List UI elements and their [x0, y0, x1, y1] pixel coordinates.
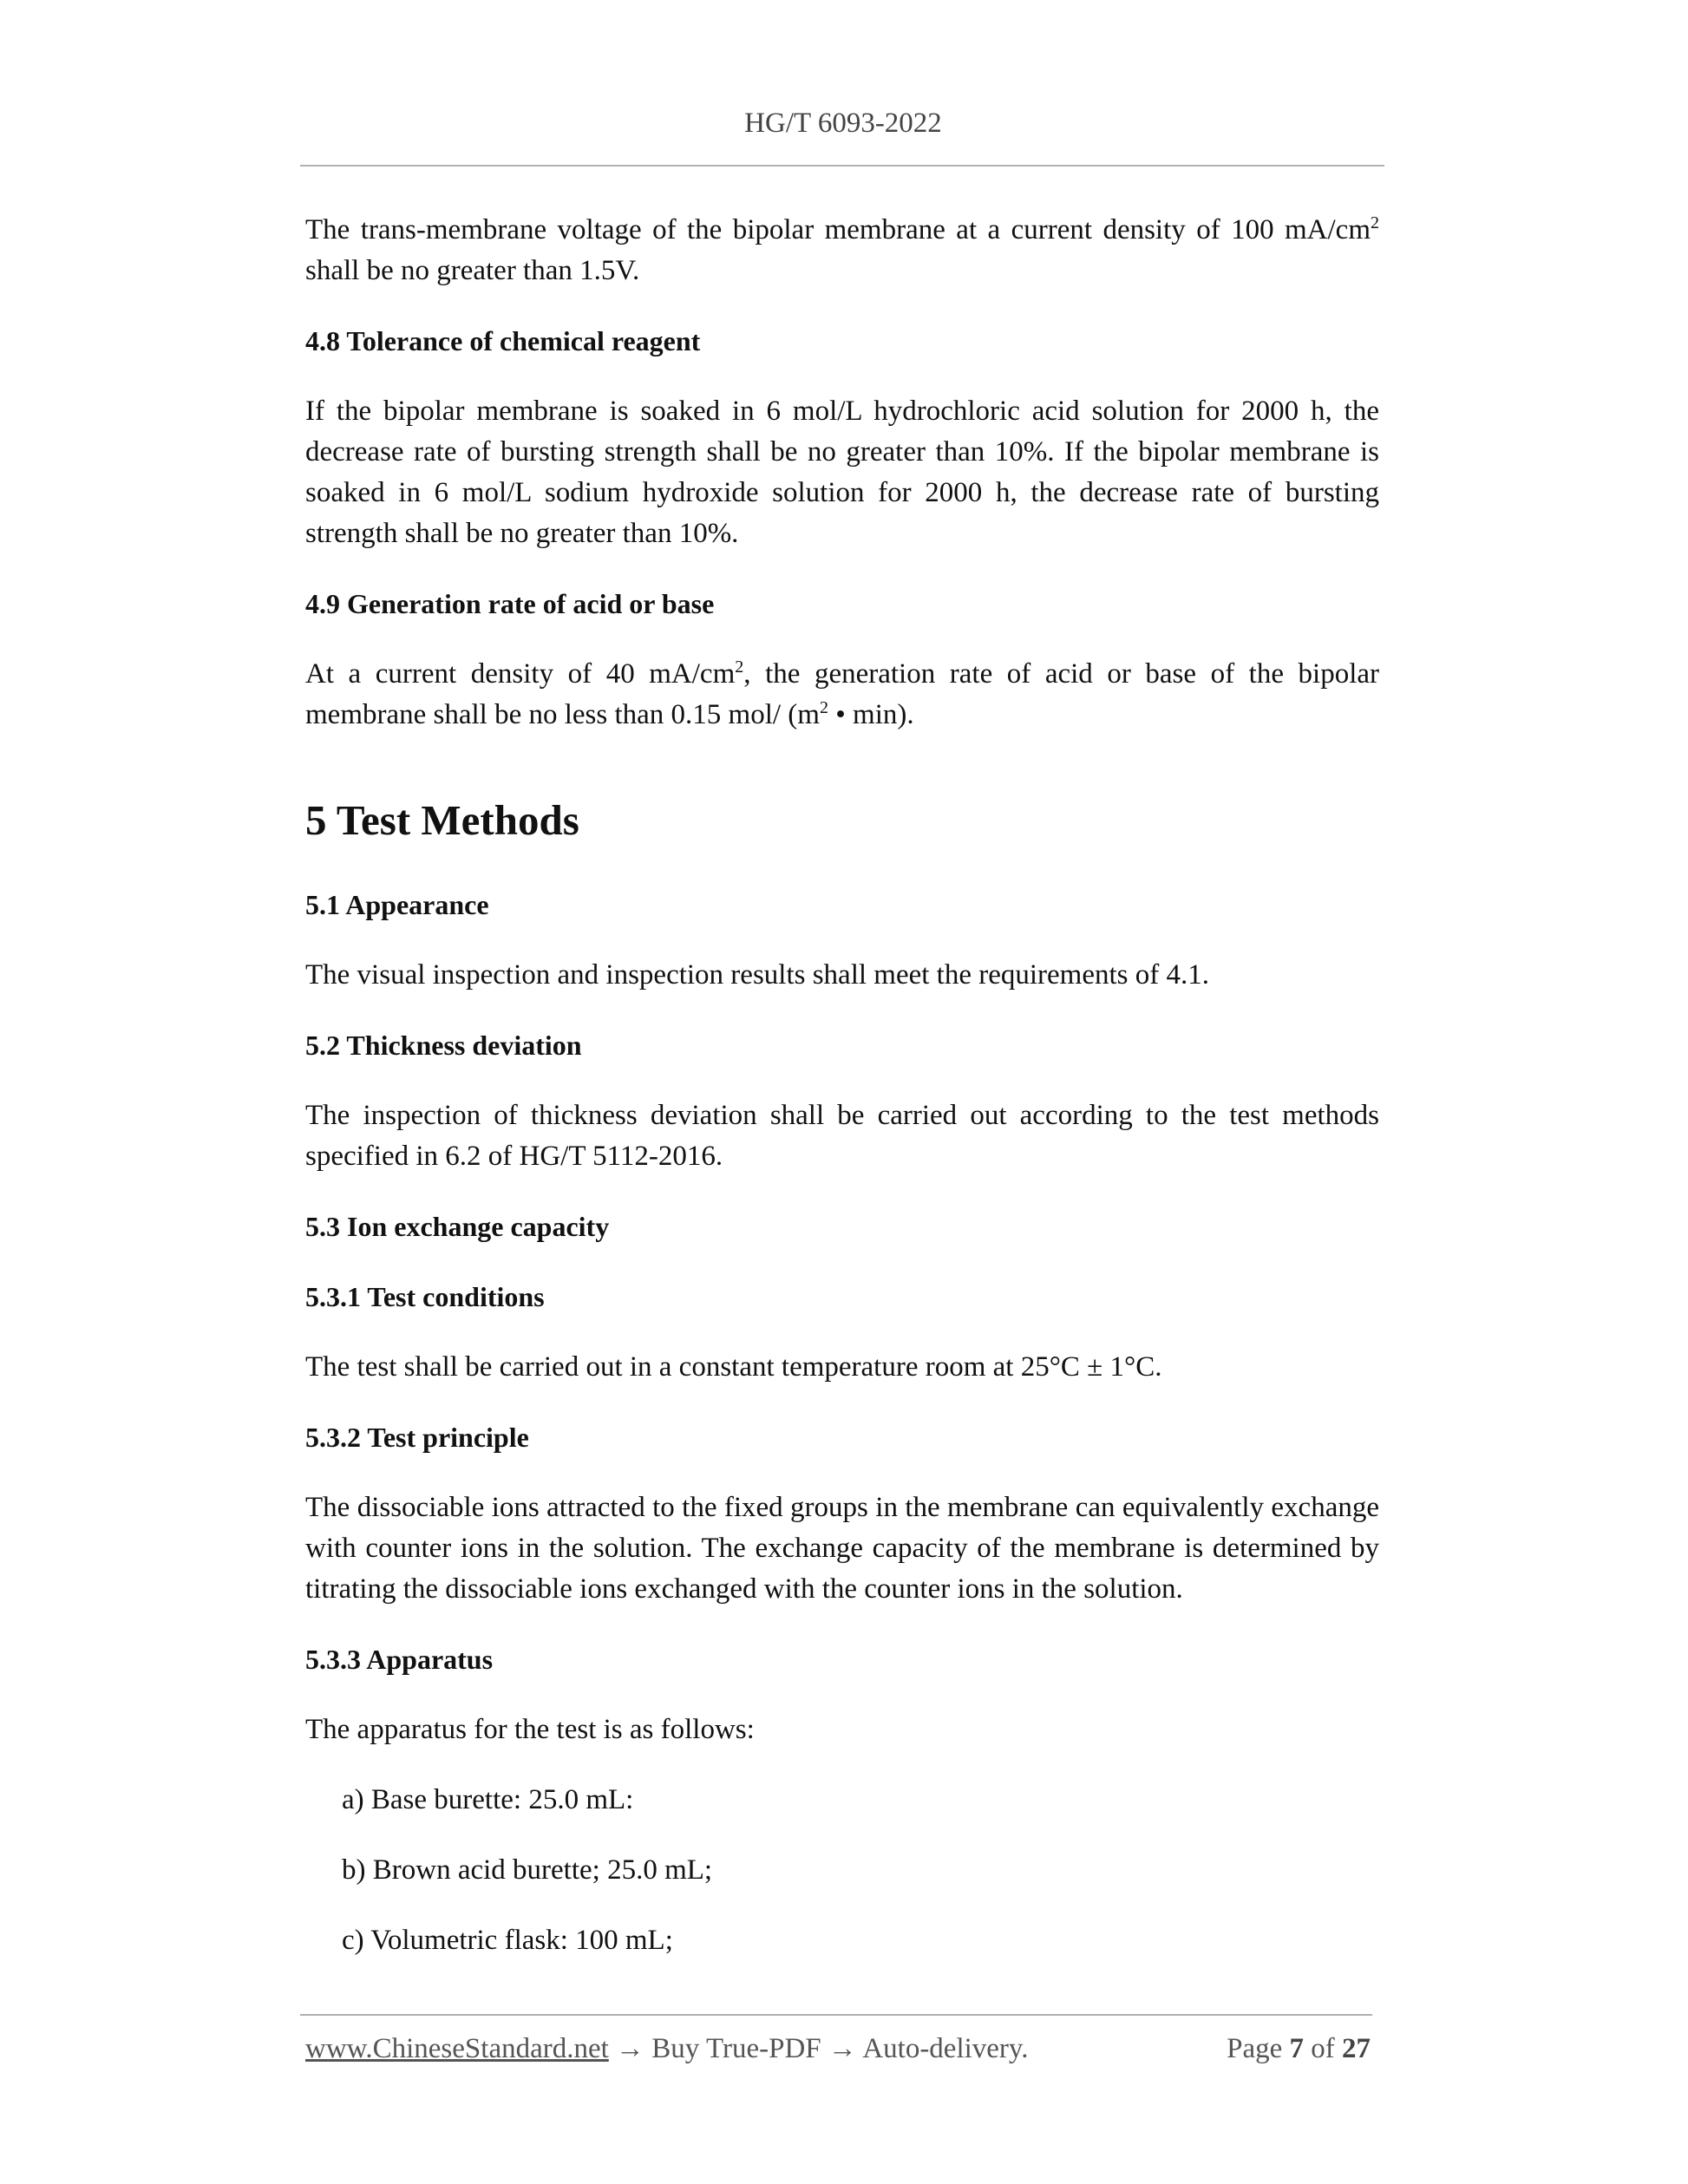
section-heading-5-3-1: 5.3.1 Test conditions [305, 1281, 545, 1312]
section-heading-5-3-3: 5.3.3 Apparatus [305, 1644, 494, 1675]
running-header: HG/T 6093-2022 [744, 108, 942, 139]
paragraph-5-1: The visual inspection and inspection results shall meet the requirements of 4.1. [305, 959, 1209, 991]
superscript: 2 [735, 657, 744, 677]
section-heading-5-3: 5.3 Ion exchange capacity [305, 1211, 610, 1242]
total-pages: 27 [1342, 2033, 1371, 2064]
paragraph-5-3-2: The dissociable ions attracted to the fixed groups in the membrane can equivalently exchange with counter ions in the solution. The exchange capacity of the membrane is determined by titrating the dissociable ions exchanged with the counter ions in the solution. [305, 1492, 1379, 1605]
paragraph-voltage: The trans-membrane voltage of the bipolar membrane at a current density of 100 $mA/cm^2$ shall be no greater than 1.5V. [305, 213, 1379, 286]
auto-delivery-text: Auto-delivery. [862, 2033, 1029, 2064]
superscript: 2 [1371, 213, 1379, 232]
arrow-icon: → [608, 2033, 652, 2064]
list-item: b) Brown acid burette; 25.0 mL; [342, 1854, 713, 1886]
section-heading-5-3-2: 5.3.2 Test principle [305, 1422, 529, 1453]
footer-promo [305, 2033, 1029, 2065]
section-heading-4-8: 4.8 Tolerance of chemical reagent [305, 325, 701, 356]
list-item: a) Base burette: 25.0 mL: [342, 1784, 634, 1815]
buy-pdf-text: Buy True-PDF [651, 2033, 821, 2064]
paragraph-4-8: If the bipolar membrane is soaked in 6 mol/L hydrochloric acid solution for 2000 h, the decrease rate of bursting strength shall be no greater than 10%. If the bipolar membrane is soaked in 6 mol/L sodium hydroxide solution for 2000 h, the decrease rate of bursting strength shall be no greater than 10%. [305, 396, 1379, 549]
superscript: 2 [819, 698, 828, 717]
paragraph-5-3-1: The test shall be carried out in a constant temperature room at 25°C ± 1°C. [305, 1351, 1162, 1383]
page-body [305, 210, 1379, 1961]
arrow-icon: → [821, 2033, 863, 2064]
footer-divider [300, 2014, 1372, 2016]
chapter-heading-5: 5 Test Methods [305, 796, 579, 844]
header-divider [300, 165, 1384, 167]
section-heading-5-1: 5.1 Appearance [305, 889, 489, 920]
paragraph-5-2: The inspection of thickness deviation shall be carried out according to the test methods specified in 6.2 of HG/T 5112-2016. [305, 1100, 1379, 1172]
paragraph-5-3-3: The apparatus for the test is as follows: [305, 1714, 755, 1745]
website-link[interactable]: www.ChineseStandard.net [305, 2033, 609, 2064]
section-heading-5-2: 5.2 Thickness deviation [305, 1030, 582, 1061]
section-heading-4-9: 4.9 Generation rate of acid or base [305, 588, 715, 619]
page-number: Page 7 of 27 [1227, 2033, 1371, 2064]
list-item: c) Volumetric flask: 100 mL; [342, 1925, 673, 1956]
current-page: 7 [1289, 2033, 1304, 2064]
paragraph-4-9: At a current density of 40 $mA/cm^2$, the generation rate of acid or base of the bipolar membrane shall be no less than 0.15 mol/ ($m^2$ • min). [305, 657, 1380, 730]
page-footer [305, 2033, 1371, 2071]
